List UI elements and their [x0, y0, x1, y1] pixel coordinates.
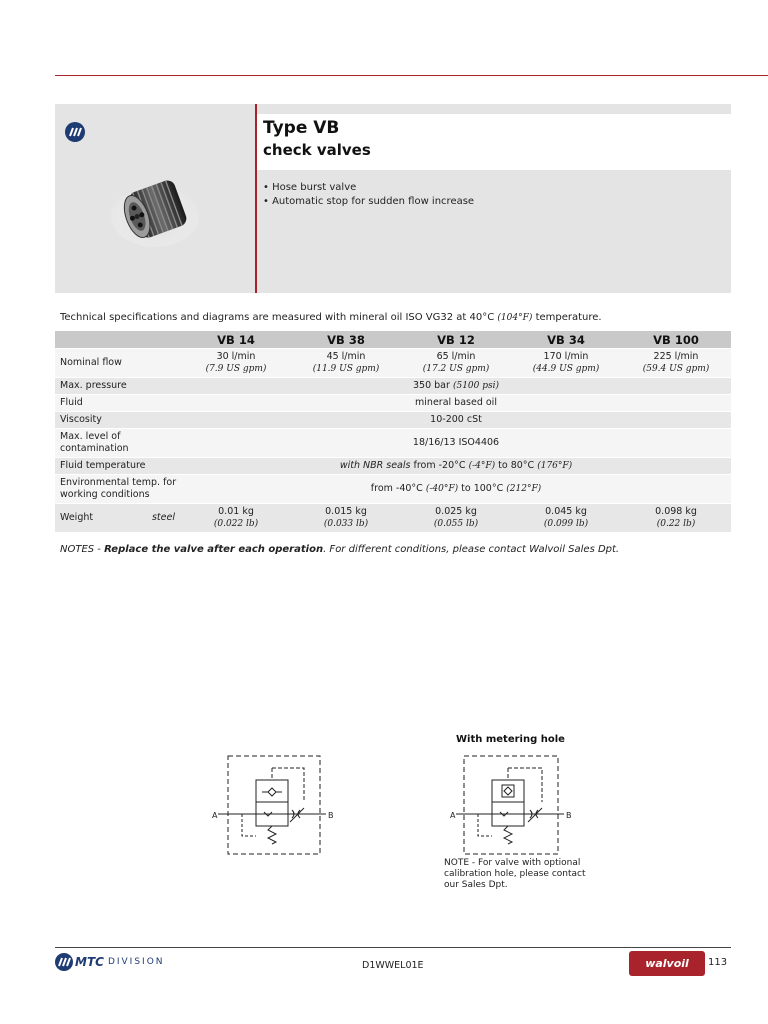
row-label: Fluid	[55, 395, 181, 412]
notes: NOTES - Replace the valve after each operation. For different conditions, please contact Walvoil Sales Dpt.	[60, 544, 620, 555]
product-subtitle: check valves	[263, 141, 371, 159]
column-header: VB 38	[291, 331, 401, 349]
row-fluid-temperature	[55, 458, 731, 475]
document-code: D1WWEL01E	[362, 960, 424, 971]
footer-rule	[55, 947, 731, 948]
mtc-badge-icon	[55, 953, 73, 971]
row-label: Environmental temp. for working conditions	[55, 475, 181, 504]
mtc-logo-icon	[65, 122, 85, 142]
table-cell: 18/16/13 ISO4406	[181, 429, 731, 458]
table-cell: 225 l/min (59.4 US gpm)	[621, 349, 731, 378]
valve-product-photo	[110, 172, 200, 248]
row-max-pressure	[55, 378, 731, 395]
table-cell: mineral based oil	[181, 395, 731, 412]
column-header: VB 100	[621, 331, 731, 349]
row-label: Max. level of contamination	[55, 429, 181, 458]
division-text: DIVISION	[107, 957, 165, 967]
spec-table	[55, 331, 731, 532]
table-cell: 10-200 cSt	[181, 412, 731, 429]
table-cell: 30 l/min (7.9 US gpm)	[181, 349, 291, 378]
table-cell: 350 bar (5100 psi)	[181, 378, 731, 395]
table-cell: 65 l/min (17.2 US gpm)	[401, 349, 511, 378]
metering-note: NOTE - For valve with optional calibration hole, please contact our Sales Dpt.	[444, 858, 586, 890]
row-contamination	[55, 429, 731, 458]
feature-item: • Hose burst valve	[263, 181, 474, 195]
column-header: VB 14	[181, 331, 291, 349]
table-cell: 45 l/min (11.9 US gpm)	[291, 349, 401, 378]
port-b-label: B	[328, 811, 334, 820]
table-cell: 0.01 kg (0.022 lb)	[181, 504, 291, 533]
metering-hole-title: With metering hole	[456, 734, 565, 745]
intro-tail: temperature.	[535, 312, 602, 323]
table-cell: 0.045 kg (0.099 lb)	[511, 504, 621, 533]
intro-text: Technical specifications and diagrams are measured with mineral oil ISO VG32 at 40°C	[60, 312, 495, 323]
spec-header-blank	[55, 331, 181, 349]
row-label: Max. pressure	[55, 378, 181, 395]
intro-temp-us: (104°F)	[497, 313, 533, 323]
spec-header-row	[55, 331, 731, 349]
notes-emphasis: Replace the valve after each operation	[104, 544, 324, 555]
hydraulic-symbol-standard	[206, 752, 338, 858]
accent-divider	[255, 104, 257, 293]
walvoil-logo-text: walvoil	[645, 957, 689, 970]
mtc-text: MTC	[75, 955, 104, 969]
walvoil-logo	[629, 951, 705, 976]
port-b-label: B	[566, 811, 572, 820]
row-label: Viscosity	[55, 412, 181, 429]
spec-intro	[60, 312, 602, 323]
weight-material: steel	[151, 512, 175, 523]
row-weight	[55, 504, 731, 533]
page-number: 113	[708, 957, 728, 968]
row-label: Fluid temperature	[55, 458, 181, 475]
row-label: Weight steel	[55, 504, 181, 533]
table-cell: from -40°C (-40°F) to 100°C (212°F)	[181, 475, 731, 504]
table-cell: with NBR seals from -20°C (-4°F) to 80°C (176°F)	[181, 458, 731, 475]
row-viscosity	[55, 412, 731, 429]
table-cell: 0.015 kg (0.033 lb)	[291, 504, 401, 533]
port-a-label: A	[212, 811, 218, 820]
row-nominal-flow	[55, 349, 731, 378]
product-title: Type VB	[263, 118, 340, 138]
table-cell: 0.025 kg (0.055 lb)	[401, 504, 511, 533]
product-header-box	[55, 104, 731, 293]
table-cell: 170 l/min (44.9 US gpm)	[511, 349, 621, 378]
row-fluid	[55, 395, 731, 412]
table-cell: 0.098 kg (0.22 lb)	[621, 504, 731, 533]
port-a-label: A	[450, 811, 456, 820]
row-label: Nominal flow	[55, 349, 181, 378]
mtc-division-logo	[55, 953, 165, 971]
hydraulic-symbol-metering	[444, 752, 576, 858]
feature-item: • Automatic stop for sudden flow increase	[263, 195, 474, 209]
row-environmental-temp	[55, 475, 731, 504]
column-header: VB 12	[401, 331, 511, 349]
top-rule	[55, 75, 768, 76]
feature-list	[263, 181, 474, 209]
column-header: VB 34	[511, 331, 621, 349]
